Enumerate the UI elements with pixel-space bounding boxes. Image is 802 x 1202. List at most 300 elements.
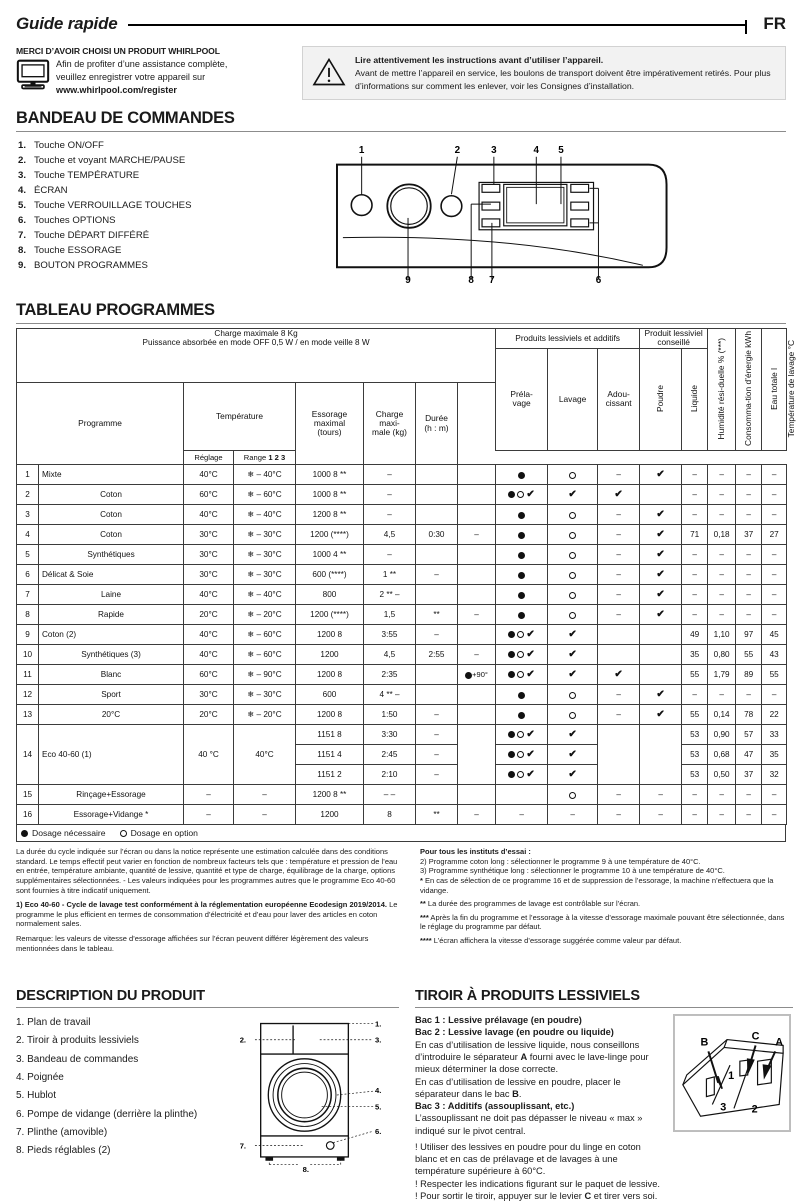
control-panel-item-2: [18, 154, 324, 169]
cell-eau: –: [736, 785, 762, 805]
cell-adoucissant: [548, 465, 598, 485]
control-panel-item-number: 4.: [18, 184, 27, 196]
cell-essorage: 1200 8: [296, 625, 364, 645]
cell-adoucissant: [548, 505, 598, 525]
legend-dosage-necessaire: Dosage nécessaire: [21, 828, 106, 838]
control-panel-item-number: 3.: [18, 169, 27, 181]
cell-conso: –: [708, 545, 736, 565]
cell-duree: –: [416, 765, 458, 785]
control-panel-item-label: ÉCRAN: [34, 184, 68, 196]
table-row: [17, 785, 787, 805]
footnotes-left: [16, 847, 406, 958]
filled-dot-icon: [518, 552, 525, 559]
cell-prelavage: [458, 665, 496, 685]
cell-charge: 2:45: [364, 745, 416, 765]
control-panel-item-label: Touche VERROUILLAGE TOUCHES: [34, 199, 192, 211]
cell-temp-lavage: –: [762, 585, 787, 605]
cell-eau: –: [736, 465, 762, 485]
cell-programme-number: 3: [17, 505, 39, 525]
cell-essorage: 1200 8 **: [296, 785, 364, 805]
dot-circle-check-group: [508, 750, 534, 759]
control-panel-item-6: [18, 214, 324, 229]
cell-prelavage: [458, 565, 496, 585]
filled-dot-icon: [508, 651, 515, 658]
cell-liquide: [640, 545, 682, 565]
header-prelavage: Préla- vage: [496, 348, 548, 451]
svg-text:1: 1: [358, 144, 365, 156]
cell-eau: 57: [736, 725, 762, 745]
cell-eau: –: [736, 585, 762, 605]
cell-lavage: [496, 465, 548, 485]
cell-lavage: [496, 765, 548, 785]
cell-range: ❄ – 30°C: [234, 525, 296, 545]
cell-conso: –: [708, 685, 736, 705]
cell-duree: [416, 685, 458, 705]
legend-dosage-option: Dosage en option: [120, 828, 198, 838]
cell-lavage: [496, 705, 548, 725]
cell-programme-name: Rinçage+Essorage: [39, 785, 184, 805]
cell-poudre: [598, 665, 640, 685]
svg-text:5: 5: [558, 144, 564, 156]
cell-liquide: [640, 605, 682, 625]
cell-adoucissant: [548, 545, 598, 565]
header-liquide: Liquide: [682, 348, 708, 451]
footnotes-right: [420, 847, 786, 958]
table-row: [17, 625, 787, 645]
check-icon: ✔: [656, 588, 665, 600]
hollow-circle-icon: [569, 512, 576, 519]
check-icon: ✔: [614, 488, 623, 500]
note-star3: Après la fin du programme et l’essorage à la vitesse d’essorage maximale pouvant être sélectionnée, dans le réglage du programme par défaut.: [420, 912, 785, 932]
footnotes-section: [16, 847, 786, 958]
note-star2: La durée des programmes de lavage est contrôlable sur l’écran.: [425, 899, 641, 909]
svg-text:B: B: [700, 1036, 709, 1049]
cell-poudre: –: [598, 505, 640, 525]
control-panel-section: [16, 139, 786, 292]
cell-reglage: 40°C: [184, 625, 234, 645]
cell-programme-name: Coton: [39, 505, 184, 525]
cell-humidite: 55: [682, 665, 708, 685]
cell-lavage: [496, 685, 548, 705]
control-panel-item-number: 1.: [18, 140, 27, 152]
cell-reglage: 30°C: [184, 525, 234, 545]
cell-liquide: [640, 525, 682, 545]
drawer-instructions: [415, 1014, 665, 1202]
dot-circle-check-group: [508, 670, 534, 679]
register-line-1: Afin de profiter d’une assistance complète,: [56, 59, 228, 69]
cell-adoucissant: [548, 705, 598, 725]
bac-2-text-a: En cas d’utilisation de lessive liquide, nous conseillons d’introduire le séparateur A fourni avec le lave-linge pour mieux déterminer la dose correcte.: [415, 1039, 649, 1075]
cell-conso: –: [708, 565, 736, 585]
drawer-title: TIROIR À PRODUITS LESSIVIELS: [415, 988, 640, 1005]
note-star2-mark: **: [420, 899, 426, 909]
programme-table-title: TABLEAU PROGRAMMES: [16, 301, 215, 320]
table-info-line1: Charge maximale 8 Kg: [214, 329, 298, 339]
cell-lavage: [496, 565, 548, 585]
dot-circle-check-group: [508, 630, 534, 639]
cell-prelavage: [458, 545, 496, 565]
cell-reglage: 40 °C: [184, 725, 234, 785]
check-icon: ✔: [568, 768, 577, 780]
cell-range: 40°C: [234, 725, 296, 785]
cell-essorage: 1200: [296, 805, 364, 825]
cell-humidite: –: [682, 505, 708, 525]
cell-programme-number: 14: [17, 725, 39, 785]
product-part-4: 4. Poignée: [16, 1072, 64, 1084]
table-row: [17, 565, 787, 585]
note-star3-mark: ***: [420, 912, 429, 922]
cell-reglage: 30°C: [184, 545, 234, 565]
cell-humidite: –: [682, 545, 708, 565]
filled-dot-icon: [21, 830, 28, 837]
cell-prelavage: [458, 505, 496, 525]
cell-reglage: –: [184, 785, 234, 805]
note-eco-bold: 1) Eco 40-60 - Cycle de lavage test conformément à la réglementation européenne Ecodesign 2019/2014.: [16, 900, 387, 910]
svg-text:4.: 4.: [375, 1086, 382, 1096]
cell-duree: –: [416, 725, 458, 745]
check-icon: ✔: [568, 628, 577, 640]
filled-dot-icon: [518, 512, 525, 519]
hollow-circle-icon: [517, 491, 524, 498]
cell-poudre: [598, 645, 640, 665]
hollow-circle-icon: [517, 631, 524, 638]
cell-conso: –: [708, 585, 736, 605]
table-legend: [16, 825, 786, 842]
cell-temp-lavage: –: [762, 465, 787, 485]
product-part-7: 7. Plinthe (amovible): [16, 1126, 108, 1138]
cell-essorage: 1200 (****): [296, 525, 364, 545]
svg-text:7: 7: [489, 275, 495, 287]
header-divider: [128, 24, 748, 26]
cell-duree: **: [416, 605, 458, 625]
cell-prelavage: [458, 485, 496, 505]
cell-conso: 0,50: [708, 765, 736, 785]
control-panel-item-number: 2.: [18, 154, 27, 166]
cell-lavage: –: [496, 805, 548, 825]
cell-eau: –: [736, 605, 762, 625]
cell-conso: –: [708, 465, 736, 485]
cell-programme-name: Rapide: [39, 605, 184, 625]
product-description-section: [16, 988, 399, 1202]
drawer-section: [415, 988, 793, 1202]
cell-programme-number: 10: [17, 645, 39, 665]
cell-duree: [416, 545, 458, 565]
cell-humidite: 55: [682, 705, 708, 725]
cell-reglage: 40°C: [184, 645, 234, 665]
cell-adoucissant: [548, 625, 598, 645]
svg-text:1.: 1.: [375, 1019, 382, 1029]
cell-temp-lavage: 22: [762, 705, 787, 725]
header-duree: Durée (h : m): [416, 382, 458, 465]
intro-section: [16, 46, 786, 100]
hollow-circle-icon: [569, 592, 576, 599]
dot-circle-check-group: [508, 730, 534, 739]
cell-reglage: 40°C: [184, 505, 234, 525]
header-range: Range 1 2 3: [234, 451, 296, 465]
note-star4: L’écran affichera la vitesse d’essorage suggérée comme valeur par défaut.: [431, 936, 682, 945]
cell-prelavage: [458, 585, 496, 605]
cell-conso: 0,90: [708, 725, 736, 745]
cell-humidite: –: [682, 465, 708, 485]
control-panel-item-number: 7.: [18, 229, 27, 241]
cell-charge: –: [364, 505, 416, 525]
table-row: [17, 605, 787, 625]
cell-liquide: [640, 505, 682, 525]
cell-reglage: –: [184, 805, 234, 825]
cell-temp-lavage: –: [762, 785, 787, 805]
cell-essorage: 1151 2: [296, 765, 364, 785]
cell-lavage: [496, 525, 548, 545]
note-duration: La durée du cycle indiquée sur l’écran ou dans la notice représente une estimation calculée dans des conditions standard. Le temps effectif peut varier en fonction de nombreux facteurs tels que : température et pression de l’eau en entrée, température ambiante, quantité de lessive, quantité et type de charge, équilibrage de la charge, options supplémentaires sélectionnées. - Les valeurs indiquées pour les programmes autres que le programme Eco 40-60 sont fournies à titre indicatif uniquement.: [16, 847, 398, 895]
check-icon: ✔: [656, 688, 665, 700]
filled-dot-icon: [518, 692, 525, 699]
cell-range: ❄ – 60°C: [234, 625, 296, 645]
cell-conso: 0,18: [708, 525, 736, 545]
control-panel-item-8: [18, 244, 324, 259]
register-url[interactable]: www.whirlpool.com/register: [56, 85, 177, 96]
cell-charge: 2:10: [364, 765, 416, 785]
product-description-title: DESCRIPTION DU PRODUIT: [16, 988, 205, 1005]
cell-programme-number: 9: [17, 625, 39, 645]
header-eau: Eau totale l: [762, 329, 787, 451]
cell-adoucissant: [548, 565, 598, 585]
cell-temp-lavage: 32: [762, 765, 787, 785]
product-part-5: 5. Hublot: [16, 1090, 57, 1102]
hollow-circle-icon: [517, 771, 524, 778]
cell-humidite: –: [682, 485, 708, 505]
cell-duree: –: [416, 745, 458, 765]
cell-eau: –: [736, 485, 762, 505]
svg-text:A: A: [775, 1036, 784, 1049]
filled-dot-icon: [518, 572, 525, 579]
cell-liquide: [640, 465, 682, 485]
cell-eau: 37: [736, 765, 762, 785]
cell-duree: –: [416, 625, 458, 645]
table-row: [17, 545, 787, 565]
drawer-divider: [415, 1007, 793, 1008]
cell-reglage: 40°C: [184, 585, 234, 605]
svg-text:2: 2: [454, 144, 461, 156]
cell-temp-lavage: 55: [762, 665, 787, 685]
hollow-circle-icon: [569, 472, 576, 479]
cell-lavage: [496, 645, 548, 665]
control-panel-item-label: BOUTON PROGRAMMES: [34, 259, 148, 271]
product-parts-list: [16, 1014, 231, 1181]
cell-temp-lavage: 33: [762, 725, 787, 745]
table-row: [17, 705, 787, 725]
check-icon: ✔: [568, 728, 577, 740]
drawer-bullet-3: ! Pour sortir le tiroir, appuyer sur le levier C et tirer vers soi.: [415, 1190, 658, 1201]
cell-humidite: 53: [682, 765, 708, 785]
cell-humidite: –: [682, 685, 708, 705]
table-row: [17, 805, 787, 825]
monitor-icon: [16, 59, 50, 91]
product-part-1: 1. Plan de travail: [16, 1017, 91, 1029]
cell-liquide: [640, 645, 682, 665]
cell-eau: 55: [736, 645, 762, 665]
control-panel-item-number: 5.: [18, 199, 27, 211]
cell-liquide: [640, 705, 682, 725]
cell-humidite: –: [682, 785, 708, 805]
cell-poudre: –: [598, 785, 640, 805]
svg-text:6: 6: [595, 275, 602, 287]
cell-programme-name: Sport: [39, 685, 184, 705]
cell-range: ❄ – 20°C: [234, 705, 296, 725]
check-icon: ✔: [568, 668, 577, 680]
cell-humidite: 35: [682, 645, 708, 665]
check-icon: ✔: [526, 768, 535, 780]
cell-prelavage: –: [458, 805, 496, 825]
check-icon: ✔: [656, 608, 665, 620]
hollow-circle-icon: [569, 792, 576, 799]
cell-range: ❄ – 30°C: [234, 685, 296, 705]
cell-adoucissant: [548, 785, 598, 805]
check-icon: ✔: [526, 628, 535, 640]
control-panel-item-number: 8.: [18, 244, 27, 256]
cell-liquide: [640, 725, 682, 785]
note-3: 3) Programme synthétique long : sélectionner le programme 10 à une température de 40°C.: [420, 866, 725, 876]
filled-dot-icon: [508, 491, 515, 498]
cell-adoucissant: [548, 485, 598, 505]
check-icon: ✔: [656, 708, 665, 720]
filled-dot-icon: [508, 731, 515, 738]
cell-liquide: –: [640, 785, 682, 805]
cell-programme-number: 5: [17, 545, 39, 565]
product-part-8: 8. Pieds réglables (2): [16, 1145, 111, 1157]
table-row: [17, 505, 787, 525]
control-panel-item-number: 6.: [18, 214, 27, 226]
svg-text:7.: 7.: [239, 1141, 247, 1151]
cell-conso: 0,80: [708, 645, 736, 665]
svg-text:3: 3: [491, 144, 497, 156]
cell-temp-lavage: –: [762, 505, 787, 525]
cell-essorage: 1200 (****): [296, 605, 364, 625]
bac-2-label: Bac 2 : Lessive lavage (en poudre ou liquide): [415, 1027, 614, 1038]
check-icon: ✔: [526, 748, 535, 760]
cell-adoucissant: [548, 605, 598, 625]
cell-charge: 4,5: [364, 645, 416, 665]
cell-essorage: 1000 8 **: [296, 465, 364, 485]
cell-reglage: 20°C: [184, 605, 234, 625]
filled-dot-icon: [508, 751, 515, 758]
cell-programme-name: Coton: [39, 525, 184, 545]
cell-programme-name: Synthétiques (3): [39, 645, 184, 665]
product-part-2: 2. Tiroir à produits lessiviels: [16, 1035, 139, 1047]
note-star4-mark: ****: [420, 936, 432, 945]
filled-dot-icon: [518, 472, 525, 479]
cell-lavage: [496, 725, 548, 745]
hollow-circle-icon: [120, 830, 127, 837]
product-part-6: 6. Pompe de vidange (derrière la plinthe): [16, 1108, 198, 1120]
notes-right-title: Pour tous les instituts d’essai :: [420, 847, 531, 857]
cell-humidite: 49: [682, 625, 708, 645]
cell-range: ❄ – 60°C: [234, 485, 296, 505]
cell-temp-lavage: –: [762, 605, 787, 625]
cell-poudre: –: [598, 465, 640, 485]
table-row: [17, 465, 787, 485]
control-panel-item-number: 9.: [18, 259, 27, 271]
cell-charge: –: [364, 465, 416, 485]
cell-reglage: 30°C: [184, 685, 234, 705]
cell-programme-number: 1: [17, 465, 39, 485]
bac-1-label: Bac 1 : Lessive prélavage (en poudre): [415, 1015, 582, 1026]
cell-temp-lavage: –: [762, 805, 787, 825]
cell-poudre: [598, 485, 640, 505]
table-row: [17, 645, 787, 665]
note-2: 2) Programme coton long : sélectionner le programme 9 à une température de 40°C.: [420, 856, 701, 866]
cell-liquide: [640, 585, 682, 605]
hollow-circle-icon: [517, 671, 524, 678]
control-panel-item-label: Touche et voyant MARCHE/PAUSE: [34, 154, 186, 166]
product-description-divider: [16, 1007, 399, 1008]
note-star1-mark: *: [420, 876, 423, 886]
header-conseille-group: Produit lessiviel conseillé: [640, 329, 708, 348]
svg-text:6.: 6.: [375, 1127, 382, 1137]
cell-poudre: –: [598, 545, 640, 565]
cell-programme-number: 8: [17, 605, 39, 625]
hollow-circle-icon: [569, 532, 576, 539]
header-lavage: Lavage: [548, 348, 598, 451]
control-panel-item-4: [18, 184, 324, 199]
cell-reglage: 20°C: [184, 705, 234, 725]
cell-conso: 1,79: [708, 665, 736, 685]
note-eco: [16, 900, 406, 929]
cell-prelavage: –: [458, 605, 496, 625]
cell-humidite: –: [682, 565, 708, 585]
cell-essorage: 1200 8: [296, 665, 364, 685]
programme-table: Charge maximale 8 Kg Puissance absorbée en mode OFF 0,5 W / en mode veille 8 W Produits lessiviels et additifs Produit lessiviel conseillé Humidité rési-duelle % (***) Consomma-tion d’énergie kWh Eau totale l Température de lavage °C Préla- vage Lavage Adou- cissant Poudre Liquide Programme Température Essorage maximal (tours) Charge maxi- male (kg) Durée (h : m) Réglage Range 1 2 3 1 Mixte 40°C ❄ – 40°C 1000 8 ** – – ✔ – – – – 2 Coton 60°C ❄ – 60°C 1000 8 ** – ✔ ✔ ✔ – – – – 3 Coton 40°C ❄ – 40°C 1200 8 ** – – ✔ – – – – 4 Coton 30°C ❄ – 30°C 1200 (****) 4,5 0:30 – – ✔ 71 0,18 37 27 5 Synthétiques 30°C ❄ – 30°C 1000 4 ** – – ✔ – – – – 6 Délicat & Soie 30°C ❄ – 30°C 600 (****) 1 ** – – ✔ – – – – 7 Laine 40°C ❄ – 40°C 800 2 ** – – ✔ – – – – 8 Rapide 20°C ❄ – 20°C 1200 (****) 1,5 ** – – ✔ – – – – 9 Coton (2) 40°C ❄ – 60°C 1200 8 3:55 – ✔ ✔ 49 1,10 97 45 10 Synthétiques (3) 40°C ❄ – 60°C 1200 4,5 2:55 – ✔ ✔ 35 0,80 55 43 11 Blanc 60°C ❄ – 90°C 1200 8 2:35 +90° ✔ ✔ ✔ 55 1,79 89 55 12 Sport 30°C ❄ – 30°C 600 4 ** – – ✔ – – – – 13 20°C 20°C ❄ – 20°C 1200 8 1:50 – – ✔ 55 0,14 78 22 14 Eco 40-60 (1) 40 °C 40°C 1151 8 3:30 – ✔ ✔ 53 0,90 57 33 1151 4 2:45 – ✔ ✔ 53 0,68 47 35 1151 2 2:10 – ✔ ✔ 53 0,50 37 32 15 Rinçage+Essorage – – 1200 8 ** – – – – – – – – 16 Essorage+Vidange * – – 1200 8 ** – – – – – – – – –: [16, 328, 787, 825]
cell-conso: –: [708, 785, 736, 805]
filled-dot-icon: [518, 712, 525, 719]
hollow-circle-icon: [569, 692, 576, 699]
cell-adoucissant: [548, 745, 598, 765]
page-header: [16, 14, 786, 34]
control-panel-item-1: [18, 139, 324, 154]
cell-adoucissant: [548, 765, 598, 785]
cell-lavage: [496, 605, 548, 625]
warning-body: Avant de mettre l’appareil en service, les boulons de transport doivent être impérativement retirés. Pour plus d’informations sur comment les enlever, voir les Consignes d’installation.: [355, 68, 771, 91]
cell-conso: 0,14: [708, 705, 736, 725]
control-panel-item-label: Touche TEMPÉRATURE: [34, 169, 140, 181]
cell-charge: 8: [364, 805, 416, 825]
svg-text:9: 9: [405, 275, 411, 287]
cell-programme-name: Délicat & Soie: [39, 565, 184, 585]
table-row: [17, 485, 787, 505]
cell-lavage: [496, 665, 548, 685]
washing-machine-figure: [231, 1014, 399, 1181]
cell-range: ❄ – 90°C: [234, 665, 296, 685]
cell-prelavage: [458, 685, 496, 705]
cell-essorage: 1200 8 **: [296, 505, 364, 525]
cell-programme-name: Mixte: [39, 465, 184, 485]
cell-essorage: 1200 8: [296, 705, 364, 725]
cell-liquide: [640, 685, 682, 705]
svg-text:8: 8: [468, 275, 474, 287]
cell-poudre: –: [598, 605, 640, 625]
cell-reglage: 60°C: [184, 485, 234, 505]
hollow-circle-icon: [517, 651, 524, 658]
header-conso: Consomma-tion d’énergie kWh: [736, 329, 762, 451]
cell-lavage: [496, 545, 548, 565]
cell-range: –: [234, 805, 296, 825]
header-temperature: Température: [184, 382, 296, 451]
cell-essorage: 1000 4 **: [296, 545, 364, 565]
cell-charge: 2:35: [364, 665, 416, 685]
cell-essorage: 1200: [296, 645, 364, 665]
cell-temp-lavage: –: [762, 545, 787, 565]
cell-humidite: 53: [682, 725, 708, 745]
dot-circle-check-group: [508, 770, 534, 779]
